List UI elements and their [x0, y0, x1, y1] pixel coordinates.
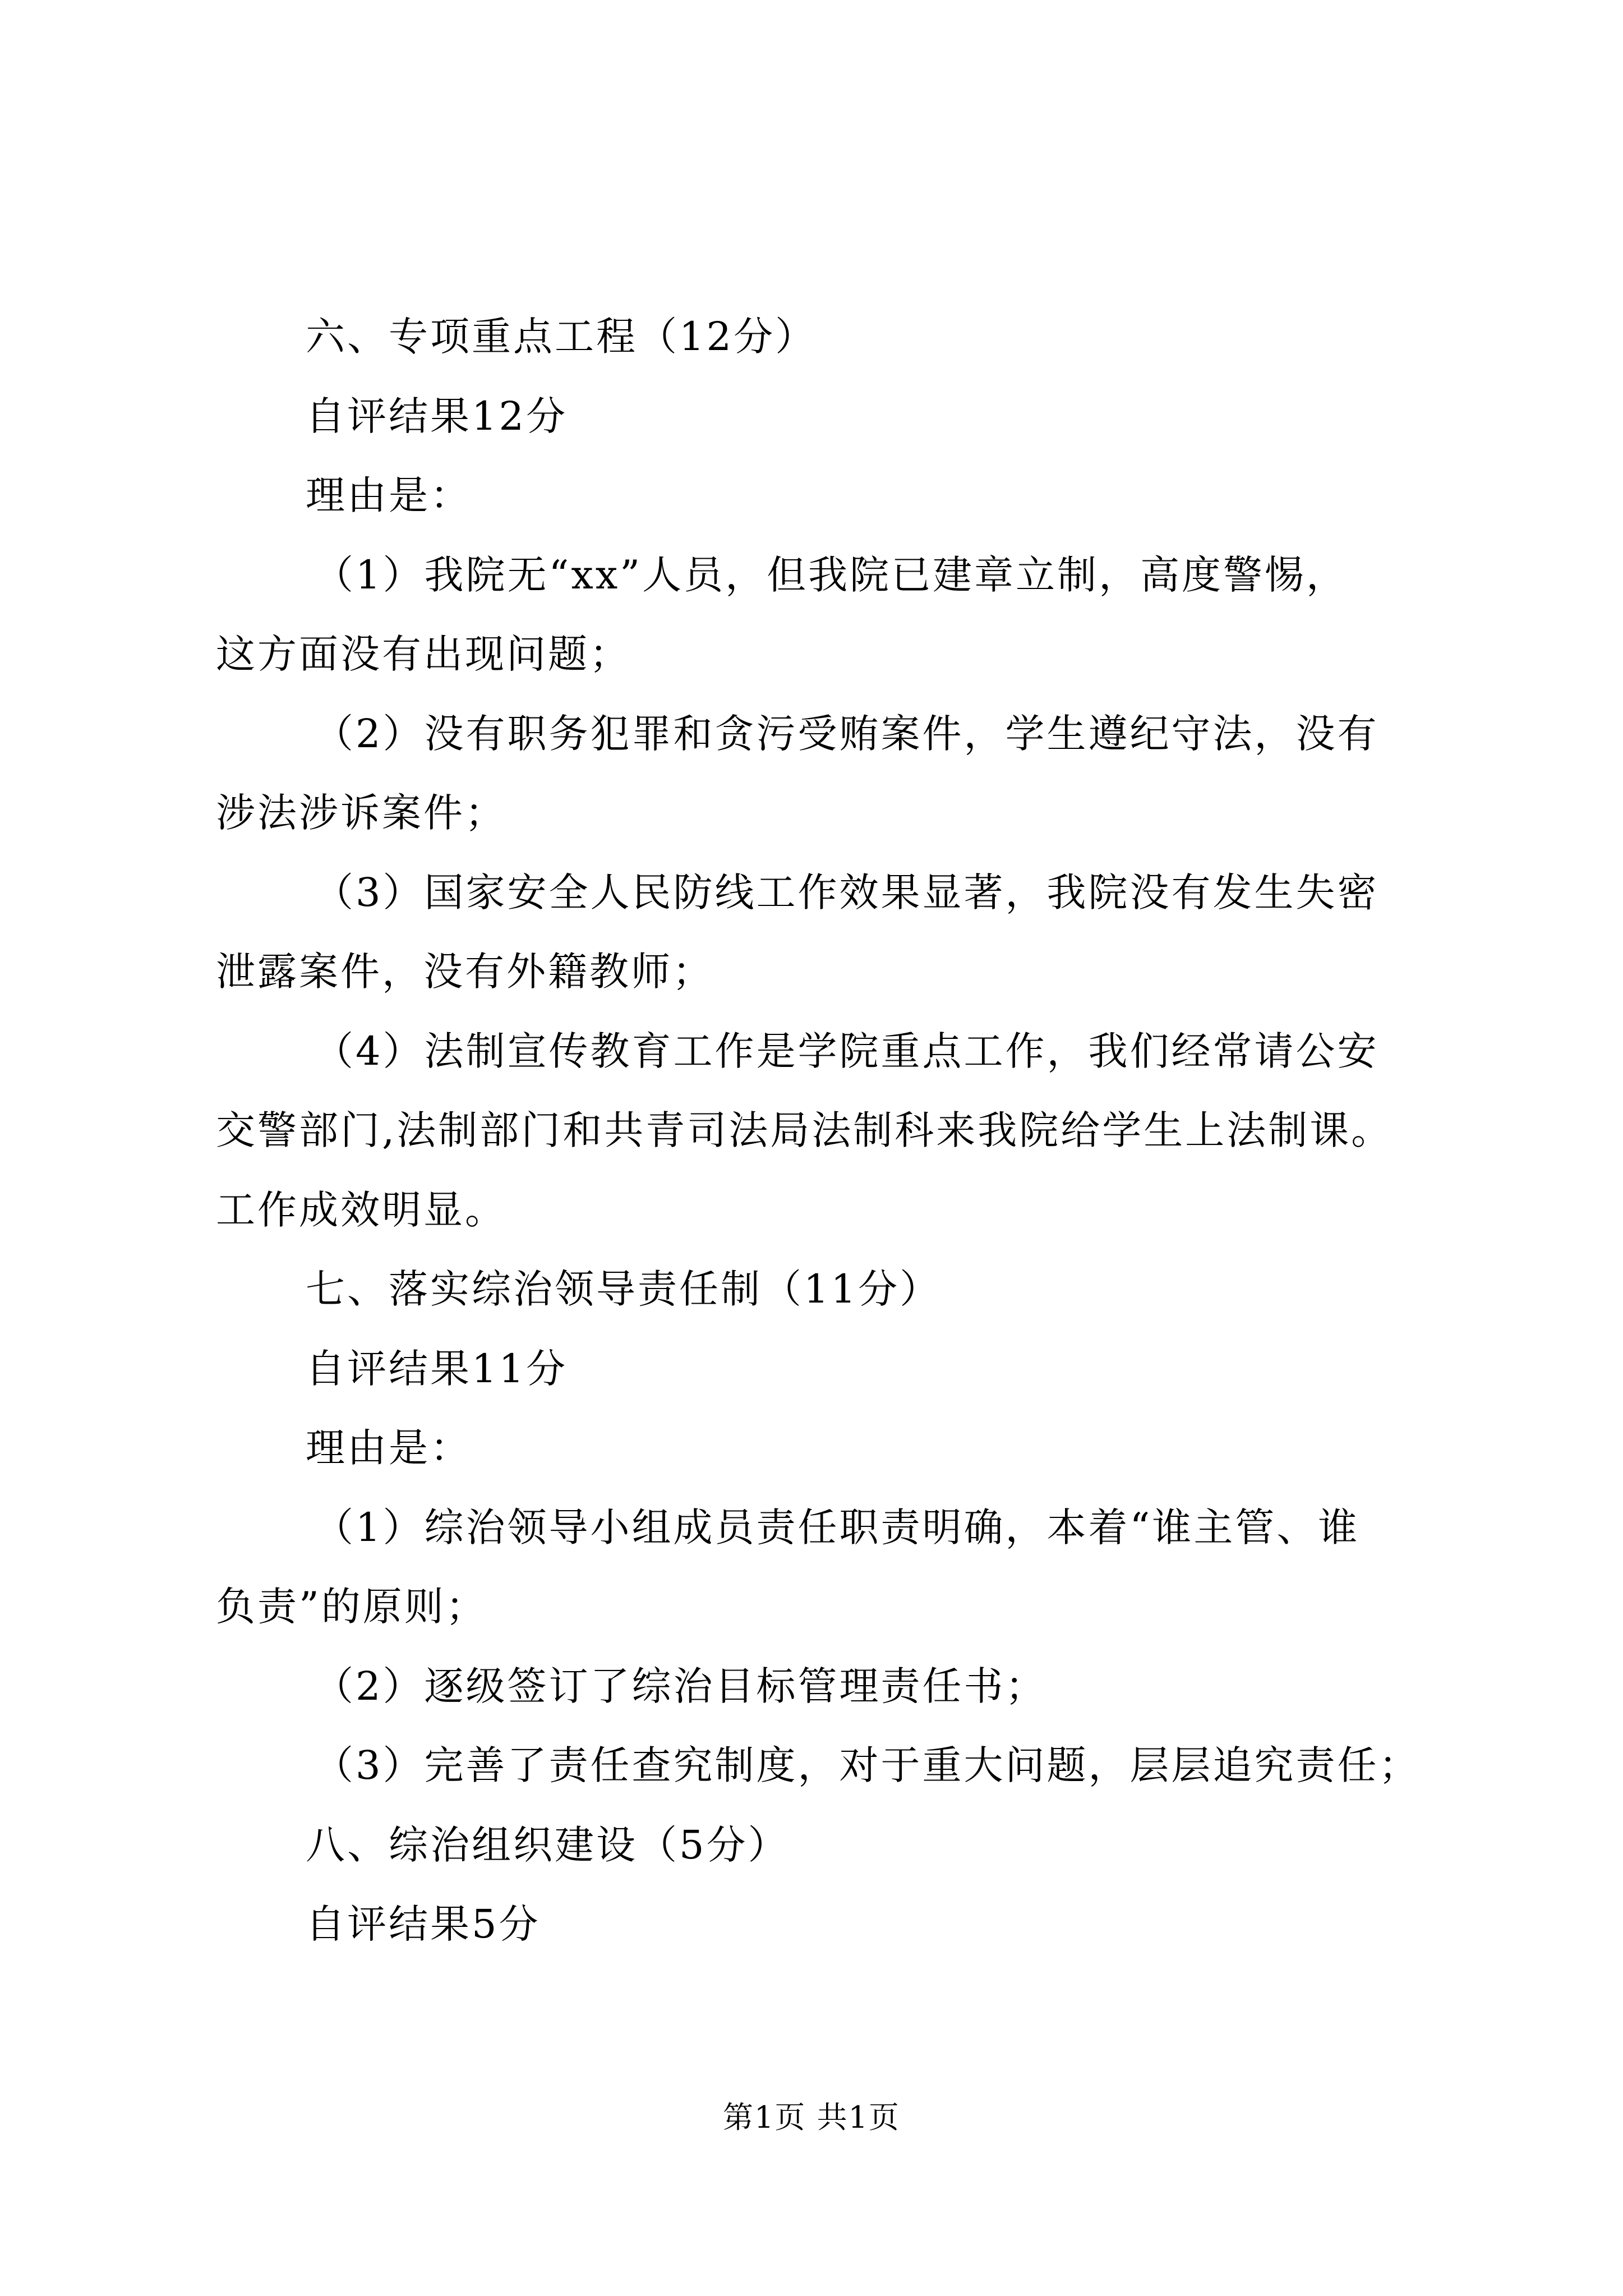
- self-evaluation-result: 自评结果12分: [306, 393, 568, 439]
- section-heading-8: 八、综治组织建设（5分）: [306, 1822, 790, 1868]
- reason-label: 理由是：: [306, 1425, 472, 1471]
- paragraph-line: （3）国家安全人民防线工作效果显著，我院没有发生失密: [314, 869, 1379, 915]
- self-evaluation-result: 自评结果5分: [306, 1901, 541, 1947]
- paragraph-line: （2）逐级签订了综治目标管理责任书；: [314, 1663, 1047, 1709]
- page-footer: 第1页 共1页: [723, 2100, 900, 2135]
- paragraph-line: （2）没有职务犯罪和贪污受贿案件，学生遵纪守法，没有: [314, 711, 1379, 757]
- paragraph-line: 这方面没有出现问题；: [216, 631, 631, 677]
- reason-label: 理由是：: [306, 472, 472, 518]
- paragraph-line: 泄露案件，没有外籍教师；: [216, 949, 714, 995]
- paragraph-line: （3）完善了责任查究制度，对于重大问题，层层追究责任；: [314, 1742, 1421, 1788]
- paragraph-line: 工作成效明显。: [216, 1187, 506, 1233]
- paragraph-line: 交警部门,法制部门和共青司法局法制科来我院给学生上法制课。: [216, 1107, 1393, 1153]
- section-heading-6: 六、专项重点工程（12分）: [306, 314, 817, 360]
- section-heading-7: 七、落实综治领导责任制（11分）: [306, 1266, 942, 1312]
- self-evaluation-result: 自评结果11分: [306, 1346, 568, 1392]
- paragraph-line: （1）综治领导小组成员责任职责明确，本着“谁主管、谁: [314, 1504, 1360, 1550]
- paragraph-line: 涉法涉诉案件；: [216, 790, 506, 836]
- paragraph-line: （1）我院无“xx”人员，但我院已建章立制，高度警惕，: [314, 552, 1348, 598]
- paragraph-line: （4）法制宣传教育工作是学院重点工作，我们经常请公安: [314, 1028, 1379, 1074]
- paragraph-line: 负责”的原则；: [216, 1584, 487, 1630]
